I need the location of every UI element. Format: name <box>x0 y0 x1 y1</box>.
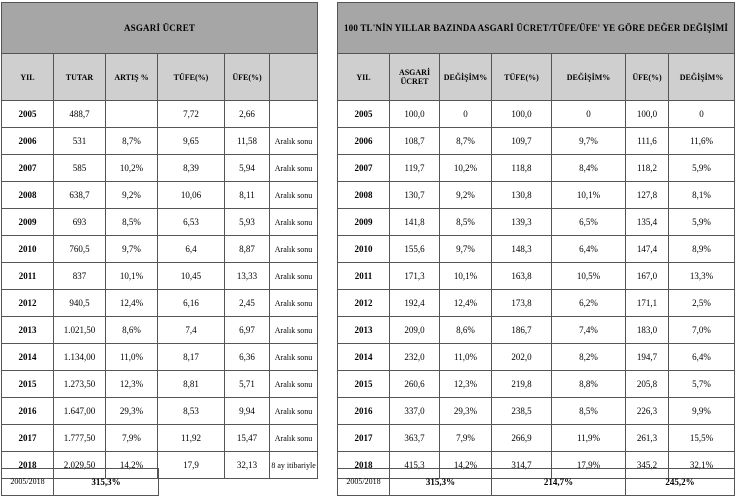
right-year-cell: 2016 <box>338 398 390 425</box>
left-year-cell: 2015 <box>2 371 54 398</box>
right-value-cell: 345,2 <box>626 452 669 479</box>
left-value-cell: 8,17 <box>158 344 225 371</box>
left-year-cell: 2017 <box>2 425 54 452</box>
right-header-cell: YIL <box>338 54 390 101</box>
left-year-cell: 2012 <box>2 290 54 317</box>
right-value-cell: 171,1 <box>626 290 669 317</box>
right-value-cell: 266,9 <box>492 425 552 452</box>
right-year-cell: 2009 <box>338 209 390 236</box>
right-value-cell: 139,3 <box>492 209 552 236</box>
left-value-cell: Aralık sonu <box>270 344 318 371</box>
left-value-cell: 7,72 <box>158 101 225 128</box>
value-change-table <box>337 2 735 479</box>
minimum-wage-table <box>1 2 318 479</box>
left-value-cell: Aralık sonu <box>270 182 318 209</box>
right-year-cell: 2017 <box>338 425 390 452</box>
left-value-cell: 8,6% <box>106 317 158 344</box>
left-table-row <box>2 398 318 425</box>
right-value-cell: 194,7 <box>626 344 669 371</box>
left-value-cell: 8,11 <box>225 182 270 209</box>
left-value-cell: 9,2% <box>106 182 158 209</box>
right-header-cell: ÜFE(%) <box>626 54 669 101</box>
right-value-cell: 118,2 <box>626 155 669 182</box>
right-value-cell: 171,3 <box>390 263 440 290</box>
left-table-row <box>2 128 318 155</box>
left-value-cell: 9,94 <box>225 398 270 425</box>
left-value-cell: Aralık sonu <box>270 398 318 425</box>
right-year-cell: 2015 <box>338 371 390 398</box>
right-value-cell: 205,8 <box>626 371 669 398</box>
left-value-cell: 8 ay itibariyle <box>270 452 318 479</box>
left-value-cell: 760,5 <box>54 236 106 263</box>
right-value-cell: 9,7% <box>440 236 492 263</box>
left-value-cell: Aralık sonu <box>270 128 318 155</box>
right-value-cell: 183,0 <box>626 317 669 344</box>
right-value-cell: 202,0 <box>492 344 552 371</box>
right-value-cell: 11,0% <box>440 344 492 371</box>
right-table-row <box>338 263 735 290</box>
right-table-row <box>338 425 735 452</box>
left-value-cell <box>106 101 158 128</box>
right-value-cell: 8,4% <box>552 155 626 182</box>
summary-left-value: 315,3% <box>54 469 159 496</box>
right-value-cell: 118,8 <box>492 155 552 182</box>
left-table-row <box>2 263 318 290</box>
right-value-cell: 6,5% <box>552 209 626 236</box>
left-value-cell: 1.273,50 <box>54 371 106 398</box>
right-value-cell: 127,8 <box>626 182 669 209</box>
left-value-cell: 10,06 <box>158 182 225 209</box>
left-value-cell: 1.647,00 <box>54 398 106 425</box>
right-value-cell: 130,8 <box>492 182 552 209</box>
right-table-row <box>338 236 735 263</box>
left-value-cell: 17,9 <box>158 452 225 479</box>
right-year-cell: 2005 <box>338 101 390 128</box>
left-table-row <box>2 317 318 344</box>
left-table-row <box>2 209 318 236</box>
left-value-cell <box>270 101 318 128</box>
right-year-cell: 2014 <box>338 344 390 371</box>
left-table-row <box>2 236 318 263</box>
right-table-row <box>338 344 735 371</box>
left-year-cell: 2009 <box>2 209 54 236</box>
left-value-cell: 693 <box>54 209 106 236</box>
right-value-cell: 209,0 <box>390 317 440 344</box>
left-value-cell: 8,87 <box>225 236 270 263</box>
left-header-cell: TUTAR <box>54 54 106 101</box>
right-table-title: 100 TL'NİN YILLAR BAZINDA ASGARİ ÜCRET/TÜFE/ÜFE' YE GÖRE DEĞER DEĞİŞİMİ <box>338 3 735 54</box>
left-value-cell: 7,4 <box>158 317 225 344</box>
right-header-cell: DEĞİŞİM% <box>669 54 735 101</box>
left-table-row <box>2 155 318 182</box>
right-value-cell: 261,3 <box>626 425 669 452</box>
left-value-cell: 8,7% <box>106 128 158 155</box>
left-value-cell: Aralık sonu <box>270 263 318 290</box>
right-value-cell: 11,6% <box>669 128 735 155</box>
right-value-cell: 8,5% <box>440 209 492 236</box>
left-year-cell: 2018 <box>2 452 54 479</box>
left-year-cell: 2006 <box>2 128 54 155</box>
right-value-cell: 12,3% <box>440 371 492 398</box>
right-value-cell: 192,4 <box>390 290 440 317</box>
right-value-cell: 186,7 <box>492 317 552 344</box>
left-value-cell: 1.777,50 <box>54 425 106 452</box>
left-value-cell: Aralık sonu <box>270 236 318 263</box>
left-value-cell: 8,81 <box>158 371 225 398</box>
right-value-cell: 415,3 <box>390 452 440 479</box>
left-value-cell: Aralık sonu <box>270 425 318 452</box>
left-table-row <box>2 371 318 398</box>
right-value-cell: 108,7 <box>390 128 440 155</box>
right-value-cell: 7,0% <box>669 317 735 344</box>
right-value-cell: 173,8 <box>492 290 552 317</box>
right-value-cell: 14,2% <box>440 452 492 479</box>
left-year-cell: 2005 <box>2 101 54 128</box>
right-value-cell: 6,4% <box>669 344 735 371</box>
right-year-cell: 2010 <box>338 236 390 263</box>
right-table-row <box>338 155 735 182</box>
left-year-cell: 2010 <box>2 236 54 263</box>
left-year-cell: 2013 <box>2 317 54 344</box>
left-value-cell: 12,3% <box>106 371 158 398</box>
right-value-cell: 141,8 <box>390 209 440 236</box>
right-value-cell: 32,1% <box>669 452 735 479</box>
right-value-cell: 8,5% <box>552 398 626 425</box>
left-value-cell: 1.134,00 <box>54 344 106 371</box>
left-value-cell: 10,45 <box>158 263 225 290</box>
right-value-cell: 13,3% <box>669 263 735 290</box>
left-value-cell: 5,94 <box>225 155 270 182</box>
right-value-cell: 100,0 <box>492 101 552 128</box>
right-header-cell: ASGARİ ÜCRET <box>390 54 440 101</box>
left-year-cell: 2016 <box>2 398 54 425</box>
left-value-cell: 7,9% <box>106 425 158 452</box>
right-table-row <box>338 209 735 236</box>
right-value-cell: 11,9% <box>552 425 626 452</box>
right-table-row <box>338 182 735 209</box>
right-value-cell: 155,6 <box>390 236 440 263</box>
right-value-cell: 100,0 <box>626 101 669 128</box>
left-value-cell: 8,5% <box>106 209 158 236</box>
right-value-cell: 337,0 <box>390 398 440 425</box>
left-value-cell: 2.029,50 <box>54 452 106 479</box>
right-value-cell: 10,5% <box>552 263 626 290</box>
left-header-cell: YIL <box>2 54 54 101</box>
summary-left-label: 2005/2018 <box>2 469 54 496</box>
right-value-cell: 8,8% <box>552 371 626 398</box>
left-value-cell: 32,13 <box>225 452 270 479</box>
right-value-cell: 226,3 <box>626 398 669 425</box>
right-header-cell: DEĞİŞİM% <box>440 54 492 101</box>
left-year-cell: 2014 <box>2 344 54 371</box>
right-value-cell: 100,0 <box>390 101 440 128</box>
right-value-cell: 167,0 <box>626 263 669 290</box>
left-table-row <box>2 101 318 128</box>
left-value-cell: 11,58 <box>225 128 270 155</box>
right-value-cell: 219,8 <box>492 371 552 398</box>
left-value-cell: 638,7 <box>54 182 106 209</box>
right-year-cell: 2007 <box>338 155 390 182</box>
right-value-cell: 6,2% <box>552 290 626 317</box>
left-value-cell: 29,3% <box>106 398 158 425</box>
left-value-cell: 10,1% <box>106 263 158 290</box>
right-value-cell: 5,9% <box>669 209 735 236</box>
right-value-cell: 17,9% <box>552 452 626 479</box>
left-value-cell: 15,47 <box>225 425 270 452</box>
right-value-cell: 111,6 <box>626 128 669 155</box>
left-value-cell: 10,2% <box>106 155 158 182</box>
right-year-cell: 2012 <box>338 290 390 317</box>
left-table-row <box>2 182 318 209</box>
right-value-cell: 9,9% <box>669 398 735 425</box>
right-value-cell: 8,2% <box>552 344 626 371</box>
left-table-title: ASGARİ ÜCRET <box>2 3 318 54</box>
right-value-cell: 10,2% <box>440 155 492 182</box>
right-year-cell: 2011 <box>338 263 390 290</box>
right-table-row <box>338 317 735 344</box>
right-year-cell: 2018 <box>338 452 390 479</box>
left-value-cell: 2,66 <box>225 101 270 128</box>
summary-right-label: 2005/2018 <box>338 469 390 496</box>
right-value-cell: 7,4% <box>552 317 626 344</box>
left-value-cell: 488,7 <box>54 101 106 128</box>
summary-left-table <box>1 468 159 496</box>
right-value-cell: 7,9% <box>440 425 492 452</box>
left-value-cell: Aralık sonu <box>270 155 318 182</box>
left-value-cell: 12,4% <box>106 290 158 317</box>
right-year-cell: 2006 <box>338 128 390 155</box>
left-table-row <box>2 344 318 371</box>
left-value-cell: 6,97 <box>225 317 270 344</box>
left-value-cell: 8,39 <box>158 155 225 182</box>
left-header-cell: ARTIŞ % <box>106 54 158 101</box>
left-value-cell: Aralık sonu <box>270 290 318 317</box>
right-value-cell: 8,6% <box>440 317 492 344</box>
right-value-cell: 314,7 <box>492 452 552 479</box>
right-value-cell: 363,7 <box>390 425 440 452</box>
summary-tufe-value: 214,7% <box>492 469 626 496</box>
left-value-cell: 11,92 <box>158 425 225 452</box>
right-value-cell: 238,5 <box>492 398 552 425</box>
left-value-cell: 8,53 <box>158 398 225 425</box>
right-value-cell: 8,9% <box>669 236 735 263</box>
left-value-cell: 11,0% <box>106 344 158 371</box>
right-table-row <box>338 128 735 155</box>
left-header-cell: ÜFE(%) <box>225 54 270 101</box>
left-value-cell: 6,4 <box>158 236 225 263</box>
summary-ufe-value: 245,2% <box>626 469 735 496</box>
left-value-cell: 9,65 <box>158 128 225 155</box>
right-value-cell: 119,7 <box>390 155 440 182</box>
left-value-cell: 9,7% <box>106 236 158 263</box>
right-value-cell: 0 <box>552 101 626 128</box>
left-value-cell: Aralık sonu <box>270 209 318 236</box>
left-value-cell: Aralık sonu <box>270 371 318 398</box>
right-year-cell: 2008 <box>338 182 390 209</box>
right-value-cell: 163,8 <box>492 263 552 290</box>
left-value-cell: 6,53 <box>158 209 225 236</box>
right-value-cell: 147,4 <box>626 236 669 263</box>
right-value-cell: 130,7 <box>390 182 440 209</box>
right-value-cell: 15,5% <box>669 425 735 452</box>
right-table-row <box>338 371 735 398</box>
right-value-cell: 109,7 <box>492 128 552 155</box>
right-value-cell: 0 <box>440 101 492 128</box>
right-value-cell: 148,3 <box>492 236 552 263</box>
right-value-cell: 260,6 <box>390 371 440 398</box>
left-value-cell: 6,16 <box>158 290 225 317</box>
right-value-cell: 10,1% <box>552 182 626 209</box>
right-table-row <box>338 398 735 425</box>
left-value-cell: 13,33 <box>225 263 270 290</box>
left-header-cell <box>270 54 318 101</box>
left-year-cell: 2011 <box>2 263 54 290</box>
left-table-row <box>2 290 318 317</box>
right-value-cell: 232,0 <box>390 344 440 371</box>
left-value-cell: 14,2% <box>106 452 158 479</box>
right-value-cell: 135,4 <box>626 209 669 236</box>
right-value-cell: 8,1% <box>669 182 735 209</box>
right-value-cell: 6,4% <box>552 236 626 263</box>
right-value-cell: 10,1% <box>440 263 492 290</box>
right-value-cell: 29,3% <box>440 398 492 425</box>
summary-asgari-value: 315,3% <box>390 469 492 496</box>
left-value-cell: 5,93 <box>225 209 270 236</box>
left-value-cell: 6,36 <box>225 344 270 371</box>
left-value-cell: 940,5 <box>54 290 106 317</box>
right-table-row <box>338 101 735 128</box>
right-value-cell: 12,4% <box>440 290 492 317</box>
left-value-cell: Aralık sonu <box>270 317 318 344</box>
left-value-cell: 531 <box>54 128 106 155</box>
left-year-cell: 2007 <box>2 155 54 182</box>
right-value-cell: 5,9% <box>669 155 735 182</box>
right-header-cell: DEĞİŞİM% <box>552 54 626 101</box>
summary-right-table <box>337 468 735 496</box>
left-value-cell: 585 <box>54 155 106 182</box>
left-value-cell: 2,45 <box>225 290 270 317</box>
left-table-row <box>2 425 318 452</box>
right-value-cell: 8,7% <box>440 128 492 155</box>
left-value-cell: 5,71 <box>225 371 270 398</box>
right-value-cell: 9,2% <box>440 182 492 209</box>
right-value-cell: 5,7% <box>669 371 735 398</box>
right-table-row <box>338 290 735 317</box>
right-header-cell: TÜFE(%) <box>492 54 552 101</box>
right-year-cell: 2013 <box>338 317 390 344</box>
right-value-cell: 2,5% <box>669 290 735 317</box>
left-value-cell: 837 <box>54 263 106 290</box>
right-value-cell: 9,7% <box>552 128 626 155</box>
left-value-cell: 1.021,50 <box>54 317 106 344</box>
left-header-cell: TÜFE(%) <box>158 54 225 101</box>
right-value-cell: 0 <box>669 101 735 128</box>
left-year-cell: 2008 <box>2 182 54 209</box>
